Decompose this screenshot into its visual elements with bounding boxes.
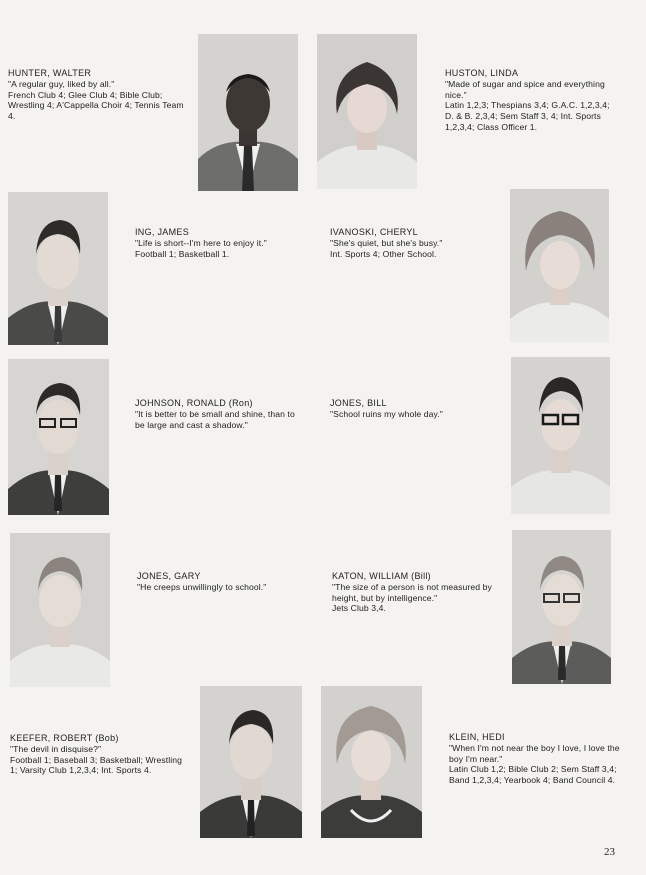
student-name: IVANOSKI, CHERYL [330,227,418,237]
student-activities: Latin 1,2,3; Thespians 3,4; G.A.C. 1,2,3,4; D. & B. 2,3,4; Sem Staff 3, 4; Int. Sports 1,2,3,4; Class Officer 1. [445,100,610,132]
student-activities: Latin Club 1,2; Bible Club 2; Sem Staff 3,4; Band 1,2,3,4; Yearbook 4; Band Council 4. [449,764,617,786]
student-entry-katon [332,571,492,614]
portrait-photo [200,686,302,838]
student-name: KEEFER, ROBERT (Bob) [10,733,119,743]
student-entry-keefer [10,733,182,776]
student-name: ING, JAMES [135,227,190,237]
portrait-photo [512,530,611,684]
student-activities: French Club 4; Glee Club 4; Bible Club; Wrestling 4; A'Cappella Choir 4; Tennis Team 4. [8,89,184,122]
student-entry-jones-gary [137,571,297,593]
student-quote: "It is better to be small and shine, than to be large and cast a shadow." [135,408,295,430]
portrait-photo [321,686,422,838]
student-entry-hunter [8,68,188,122]
student-quote: "The devil in disquise?" [10,743,102,754]
page-number: 23 [604,846,615,858]
student-activities: Football 1; Basketball 1. [135,248,230,259]
portrait-photo [198,34,298,191]
student-name: JONES, GARY [137,571,201,581]
student-activities: Jets Club 3,4. [332,603,386,614]
portrait-photo [510,189,609,342]
student-quote: "He creeps unwillingly to school." [137,581,267,592]
student-entry-huston [445,68,615,133]
student-entry-ivanoski [330,227,500,259]
student-quote: "When I'm not near the boy I love, I love the boy I'm near." [449,742,620,764]
student-quote: "The size of a person is not measured by height, but by intelligence." [332,581,492,603]
student-entry-ing [135,227,310,259]
student-activities: Int. Sports 4; Other School. [330,248,437,259]
student-entry-johnson [135,398,295,430]
student-quote: "School ruins my whole day." [330,408,443,419]
student-name: KATON, WILLIAM (Bill) [332,571,431,581]
student-name: HUSTON, LINDA [445,68,519,78]
student-quote: "Made of sugar and spice and everything nice." [445,78,605,100]
student-name: JOHNSON, RONALD (Ron) [135,398,253,408]
student-quote: "She's quiet, but she's busy." [330,237,443,248]
student-name: HUNTER, WALTER [8,68,92,78]
portrait-photo [8,192,108,345]
student-quote: "Life is short--I'm here to enjoy it." [135,237,267,248]
portrait-photo [10,533,110,687]
student-quote: "A regular guy, liked by all." [8,78,115,89]
student-name: KLEIN, HEDI [449,732,505,742]
portrait-photo [511,357,610,514]
student-activities: Football 1; Baseball 3; Basketball; Wrestling 1; Varsity Club 1,2,3,4; Int. Sports 4. [10,754,183,776]
portrait-photo [8,359,109,515]
portrait-photo [317,34,417,189]
student-entry-jones-bill [330,398,490,420]
student-entry-klein [449,732,621,786]
student-name: JONES, BILL [330,398,387,408]
